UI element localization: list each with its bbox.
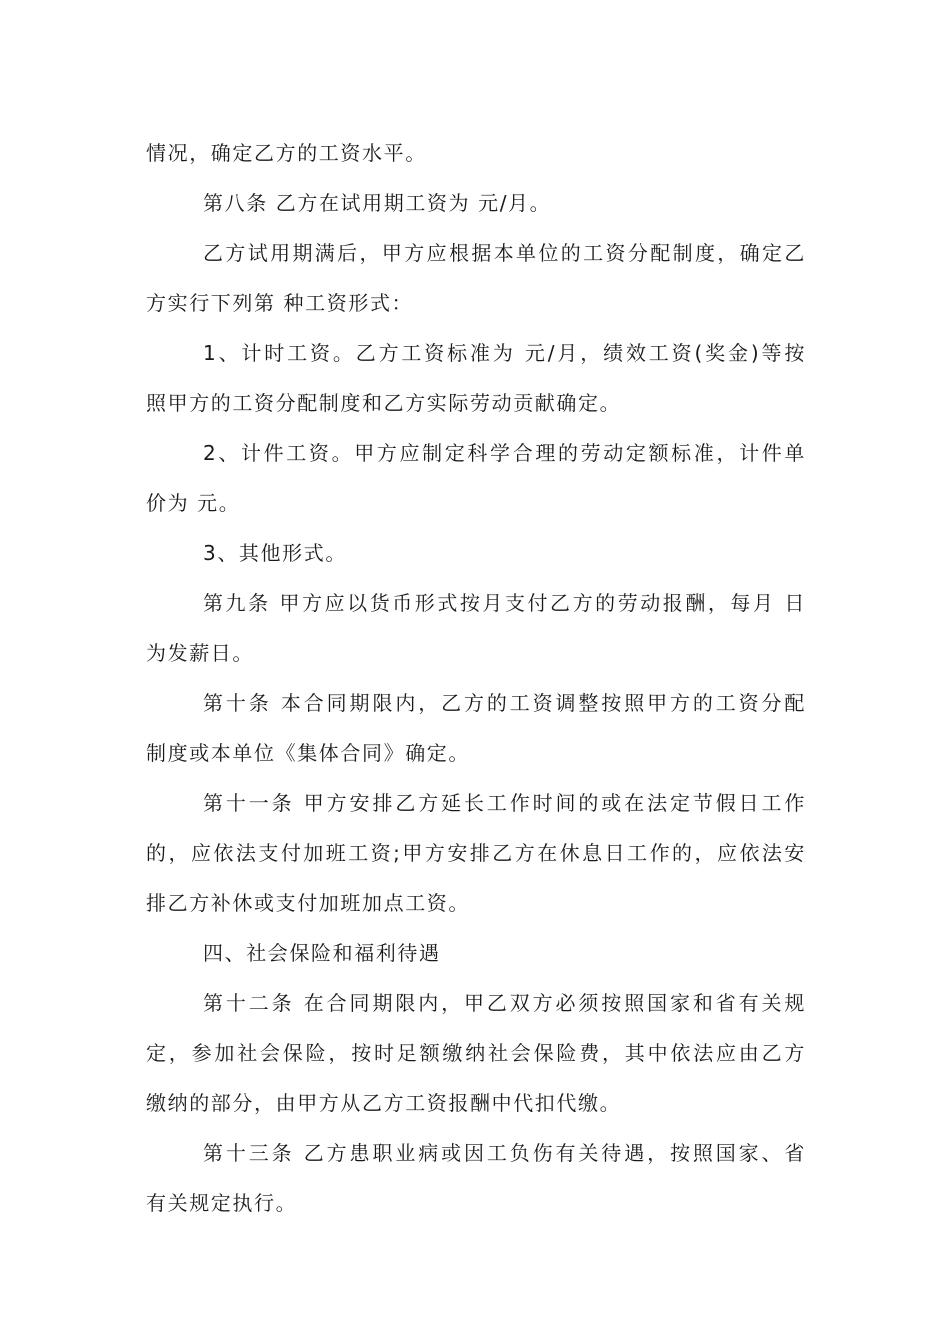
list-item-line: 3、其他形式。 [203,541,347,565]
list-item-line: 价为 元。 [146,491,241,515]
article-9-line: 为发薪日。 [146,641,254,665]
article-10-line: 制度或本单位《集体合同》确定。 [146,741,470,765]
list-item-line: 照甲方的工资分配制度和乙方实际劳动贡献确定。 [146,391,622,415]
article-8-heading-line: 第八条 乙方在试用期工资为 元/月。 [203,191,552,215]
article-12-line: 定，参加社会保险，按时足额缴纳社会保险费，其中依法应由乙方 [146,1041,806,1065]
document-body [146,128,806,1228]
list-item-line: 2、计件工资。甲方应制定科学合理的劳动定额标准，计件单 [203,441,806,465]
article-11-line: 第十一条 甲方安排乙方延长工作时间的或在法定节假日工作 [203,791,806,815]
article-12-line: 缴纳的部分，由甲方从乙方工资报酬中代扣代缴。 [146,1091,622,1115]
paragraph-line: 方实行下列第 种工资形式： [146,291,414,315]
article-13-line: 第十三条 乙方患职业病或因工负伤有关待遇，按照国家、省 [203,1141,806,1165]
text-line: 情况，确定乙方的工资水平。 [146,141,427,165]
section-heading: 四、社会保险和福利待遇 [203,941,441,965]
list-item-line: 1、计时工资。乙方工资标准为 元/月，绩效工资(奖金)等按 [203,341,806,365]
article-9-line: 第九条 甲方应以货币形式按月支付乙方的劳动报酬，每月 日 [203,591,806,615]
article-12-line: 第十二条 在合同期限内，甲乙双方必须按照国家和省有关规 [203,991,806,1015]
article-11-line: 的，应依法支付加班工资;甲方安排乙方在休息日工作的，应依法安 [146,841,806,865]
article-11-line: 排乙方补休或支付加班加点工资。 [146,891,470,915]
paragraph-line: 乙方试用期满后，甲方应根据本单位的工资分配制度，确定乙 [203,241,806,265]
article-10-line: 第十条 本合同期限内，乙方的工资调整按照甲方的工资分配 [203,691,806,715]
article-13-line: 有关规定执行。 [146,1191,298,1215]
